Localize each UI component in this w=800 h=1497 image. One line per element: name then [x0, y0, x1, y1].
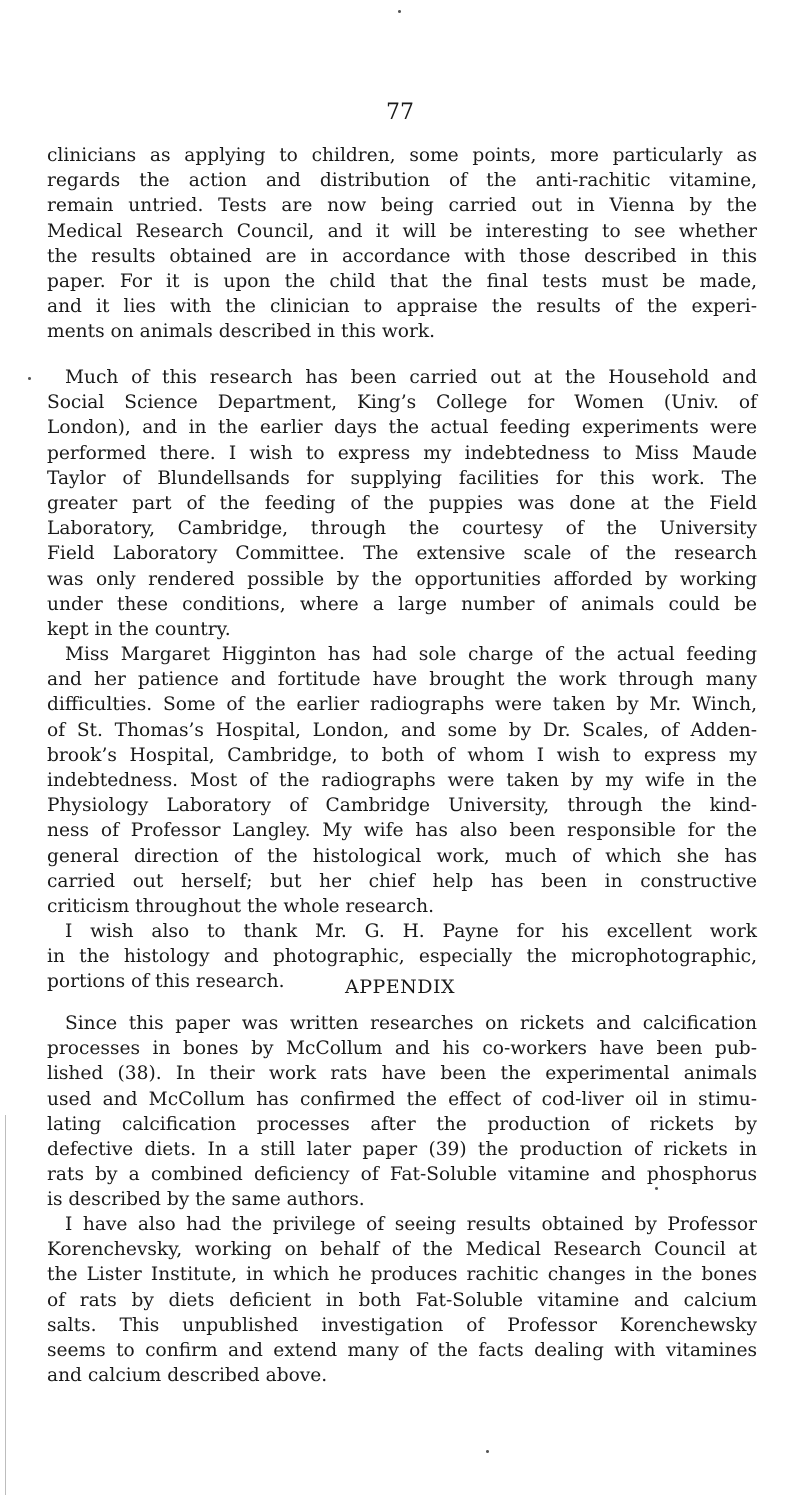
text-line: of rats by diets deficient in both Fat-Soluble vitamine and calcium [47, 1289, 757, 1311]
scan-speck [655, 1187, 658, 1190]
scan-speck [398, 10, 401, 13]
text-line: Taylor of Blundellsands for supplying facilities for this work. The [47, 467, 757, 489]
page-number: 77 [386, 100, 414, 125]
text-line: general direction of the histological work, much of which she has [47, 845, 757, 867]
text-line: used and McCollum has confirmed the effect of cod-liver oil in stimu- [47, 1088, 757, 1110]
text-line: regards the action and distribution of the anti-rachitic vitamine, [47, 170, 757, 192]
text-line: paper. For it is upon the child that the final tests must be made, [47, 270, 757, 292]
text-line: lating calcification processes after the production of rickets by [47, 1113, 757, 1135]
text-line: salts. This unpublished investigation of Professor Korenchewsky [47, 1314, 757, 1336]
text-line: in the histology and photographic, especially the microphotographic, [47, 946, 757, 968]
text-line: Laboratory, Cambridge, through the courtesy of the University [47, 518, 757, 540]
text-line: under these conditions, where a large number of animals could be [47, 593, 757, 615]
text-line: clinicians as applying to children, some points, more particularly as [47, 145, 757, 166]
text-line: the results obtained are in accordance with those described in this [47, 245, 757, 267]
paragraph-higginton [47, 642, 757, 919]
text-line: performed there. I wish to express my indebtedness to Miss Maude [47, 442, 757, 464]
paragraph-appendix-mccollum [47, 1011, 757, 1213]
text-line: ness of Professor Langley. My wife has also been responsible for the [47, 820, 757, 842]
text-line: processes in bones by McCollum and his co-workers have been pub- [47, 1038, 757, 1060]
text-line: of St. Thomas’s Hospital, London, and some by Dr. Scales, of Adden- [47, 719, 757, 741]
text-line: carried out herself; but her chief help has been in constructive [47, 870, 757, 892]
text-line: criticism throughout the whole research. [47, 895, 435, 917]
text-line: Miss Margaret Higginton has had sole charge of the actual feeding [65, 644, 757, 665]
text-line: I have also had the privilege of seeing results obtained by Professor [65, 1214, 757, 1235]
text-line: Social Science Department, King’s College for Women (Univ. of [47, 392, 757, 414]
paragraph-research-location [47, 365, 757, 642]
text-line: I wish also to thank Mr. G. H. Payne for his excellent work [65, 921, 757, 942]
text-line: Field Laboratory Committee. The extensive scale of the research [47, 543, 757, 565]
text-line: ments on animals described in this work. [47, 321, 436, 343]
text-line: and her patience and fortitude have brought the work through many [47, 669, 757, 691]
text-line: was only rendered possible by the opportunities afforded by working [47, 568, 757, 590]
text-line: Much of this research has been carried out at the Household and [65, 367, 757, 388]
text-line: and it lies with the clinician to appraise the results of the experi- [47, 296, 757, 318]
text-line: London), and in the earlier days the actual feeding experiments were [47, 417, 757, 439]
text-line: the Lister Institute, in which he produces rachitic changes in the bones [47, 1264, 757, 1286]
page-edge-shadow [5, 1115, 6, 1495]
scan-speck [486, 1450, 489, 1453]
text-line: Physiology Laboratory of Cambridge University, through the kind- [47, 795, 757, 817]
text-line: seems to confirm and extend many of the facts dealing with vitamines [47, 1339, 757, 1361]
text-line: difficulties. Some of the earlier radiographs were taken by Mr. Winch, [47, 694, 757, 716]
appendix-heading: APPENDIX [344, 976, 456, 998]
paragraph-clinicians [47, 143, 757, 345]
text-line: portions of this research. [47, 971, 285, 993]
scan-speck [28, 377, 31, 380]
text-line: greater part of the feeding of the puppies was done at the Field [47, 492, 757, 514]
text-line: Korenchevsky, working on behalf of the Medical Research Council at [47, 1239, 757, 1261]
text-line: lished (38). In their work rats have been the experimental animals [47, 1063, 757, 1085]
paragraph-appendix-korenchevsky [47, 1212, 757, 1388]
text-line: kept in the country. [47, 618, 231, 640]
text-line: brook’s Hospital, Cambridge, to both of whom I wish to express my [47, 744, 757, 766]
text-line: is described by the same authors. [47, 1189, 365, 1211]
text-line: remain untried. Tests are now being carried out in Vienna by the [47, 195, 757, 217]
text-line: Since this paper was written researches on rickets and calcification [65, 1013, 757, 1034]
text-line: defective diets. In a still later paper (39) the production of rickets in [47, 1138, 757, 1160]
text-line: indebtedness. Most of the radiographs were taken by my wife in the [47, 769, 757, 791]
text-line: and calcium described above. [47, 1365, 328, 1387]
text-line: rats by a combined deficiency of Fat-Soluble vitamine and phosphorus [47, 1164, 757, 1186]
text-line: Medical Research Council, and it will be interesting to see whether [47, 220, 757, 242]
